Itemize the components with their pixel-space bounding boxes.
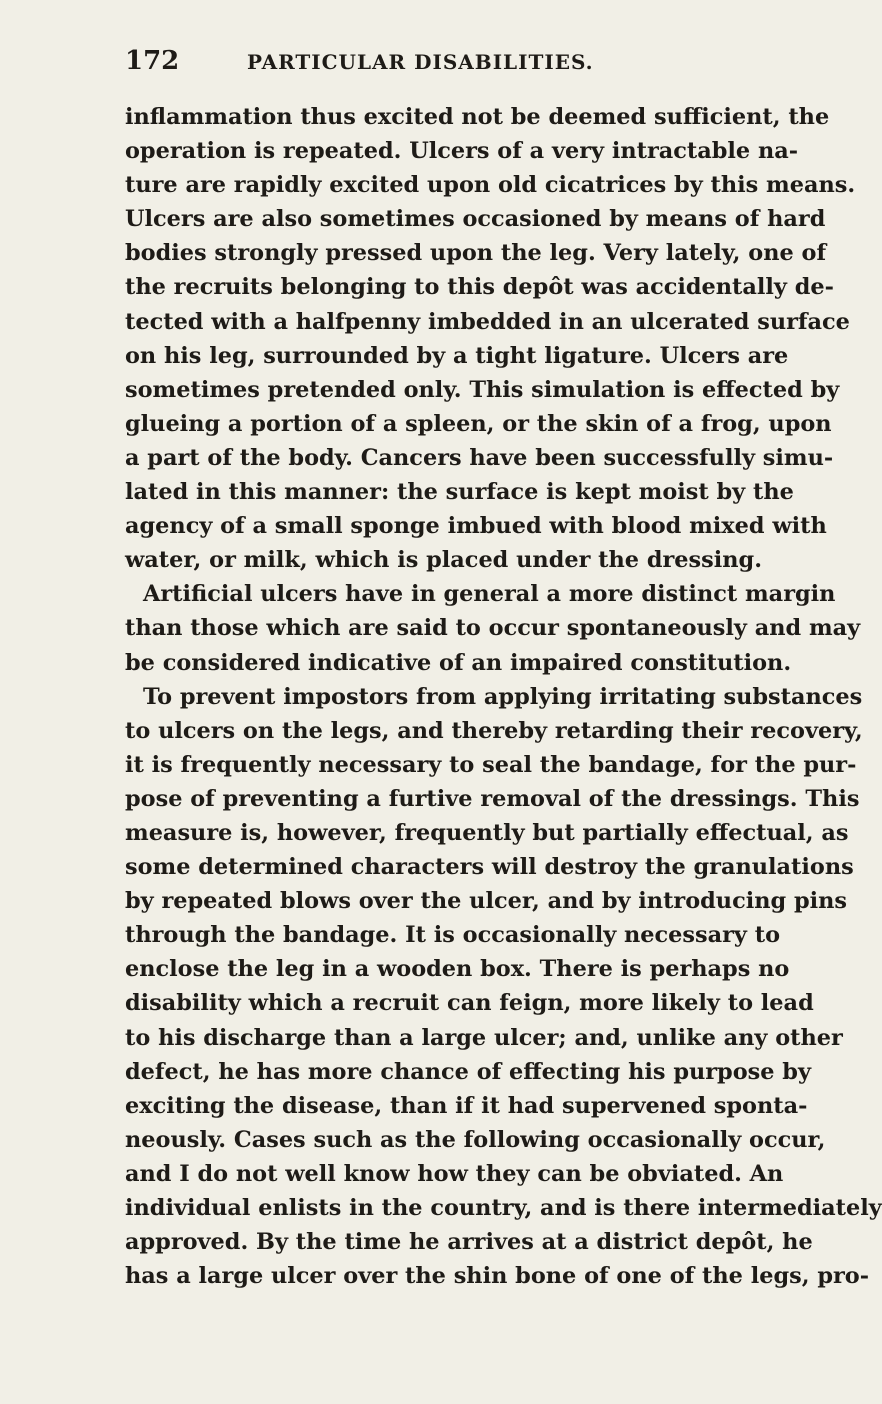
running-head (125, 46, 745, 86)
text-line: neously. Cases such as the following occasionally occur, (125, 1126, 826, 1153)
text-line: approved. By the time he arrives at a district depôt, he (125, 1229, 813, 1256)
text-line: be considered indicative of an impaired constitution. (125, 649, 792, 676)
text-line: tected with a halfpenny imbedded in an ulcerated surface (125, 308, 850, 335)
running-title: PARTICULAR DISABILITIES. (247, 50, 594, 74)
text-line: on his leg, surrounded by a tight ligature. Ulcers are (125, 342, 789, 369)
text-line: than those which are said to occur spontaneously and may (125, 615, 861, 642)
text-line: to ulcers on the legs, and thereby retarding their recovery, (125, 717, 863, 744)
text-line: Artificial ulcers have in general a more distinct margin (143, 581, 836, 608)
text-line: Ulcers are also sometimes occasioned by means of hard (125, 206, 826, 233)
text-line: agency of a small sponge imbued with blood mixed with (125, 513, 827, 540)
text-line: disability which a recruit can feign, more likely to lead (125, 990, 814, 1017)
text-line: the recruits belonging to this depôt was accidentally de- (125, 274, 834, 301)
text-line: bodies strongly pressed upon the leg. Very lately, one of (125, 240, 827, 267)
text-line: and I do not well know how they can be obviated. An (125, 1160, 784, 1187)
text-line: has a large ulcer over the shin bone of one of the legs, pro- (125, 1263, 869, 1290)
text-line: to his discharge than a large ulcer; and, unlike any other (125, 1024, 843, 1051)
text-line: individual enlists in the country, and is there intermediately (125, 1195, 882, 1221)
text-line: defect, he has more chance of effecting his purpose by (125, 1058, 811, 1085)
text-line: through the bandage. It is occasionally necessary to (125, 922, 781, 949)
text-line: sometimes pretended only. This simulation is effected by (125, 376, 840, 403)
text-line: exciting the disease, than if it had supervened sponta- (125, 1092, 808, 1119)
text-line: To prevent impostors from applying irritating substances (143, 683, 863, 710)
text-line: ture are rapidly excited upon old cicatrices by this means. (125, 172, 856, 199)
page-number: 172 (125, 46, 180, 76)
text-line: pose of preventing a furtive removal of the dressings. This (125, 785, 860, 812)
text-line: enclose the leg in a wooden box. There is perhaps no (125, 956, 790, 983)
text-line: inflammation thus excited not be deemed sufficient, the (125, 104, 830, 130)
text-line: by repeated blows over the ulcer, and by introducing pins (125, 888, 847, 915)
text-line: lated in this manner: the surface is kept moist by the (125, 479, 794, 506)
text-line: glueing a portion of a spleen, or the skin of a frog, upon (125, 410, 832, 437)
text-line: operation is repeated. Ulcers of a very intractable na- (125, 138, 799, 165)
body-text (125, 100, 882, 1293)
text-line: it is frequently necessary to seal the bandage, for the pur- (125, 751, 857, 778)
text-line: water, or milk, which is placed under the dressing. (125, 547, 762, 574)
text-line: some determined characters will destroy the granulations (125, 854, 854, 881)
text-line: measure is, however, frequently but partially effectual, as (125, 819, 849, 846)
text-line: a part of the body. Cancers have been successfully simu- (125, 444, 834, 471)
